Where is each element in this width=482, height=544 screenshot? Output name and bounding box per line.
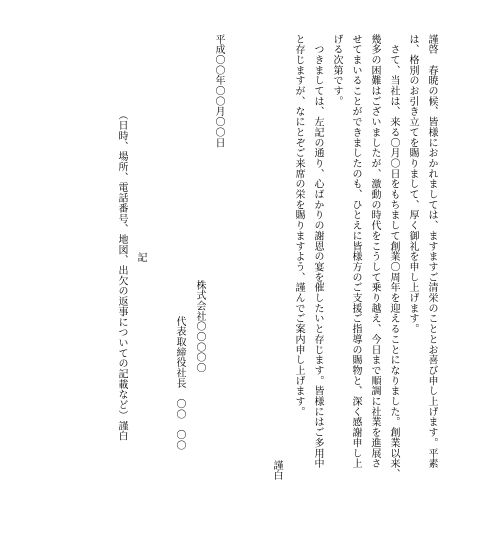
- letter-line-4: 幾多の困難はございましたが、激動の時代をこうして乗り越え、今日まで順調に社業を進展さ: [369, 34, 380, 469]
- details-note: （日時、場所、電話番号、地図、出欠の返事についての記載など）謹白: [116, 110, 127, 442]
- company-name: 株式会社〇〇〇〇〇: [194, 280, 205, 374]
- letter-line-1: 謹啓 春暁の候、皆様におかれましては、ますますご清栄のこととお喜び申し上げます。平素: [426, 34, 437, 469]
- letter-line-6: げる次第です。: [331, 34, 342, 107]
- letter-line-7: つきましては、左記の通り、心ばかりの謝恩の宴を催したいと存じます。皆様にはご多用中: [312, 34, 323, 469]
- letter-line-3: さて、当社は、来る〇月〇日をもちまして創業〇周年を迎えることになりました。創業以来、: [388, 34, 399, 480]
- closing-kinpaku: 謹白: [271, 460, 282, 481]
- ki-heading: 記: [135, 252, 146, 263]
- letter-line-8: と存じますが、なにとぞご来席の栄を賜りますよう、謹んでご案内申し上げます。: [293, 34, 304, 417]
- letter-line-2: は、格別のお引き立てを賜りまして、厚く御礼を申し上げます。: [407, 34, 418, 335]
- letter-date: 平成〇〇年〇〇月〇〇日: [213, 34, 224, 148]
- representative-name: 代表取締役社長 〇〇 〇〇: [174, 316, 185, 451]
- letter-line-5: せてまいることができましたのも、ひとえに皆様方のご支援ご指導の賜物と、深く感謝申し上: [350, 34, 361, 469]
